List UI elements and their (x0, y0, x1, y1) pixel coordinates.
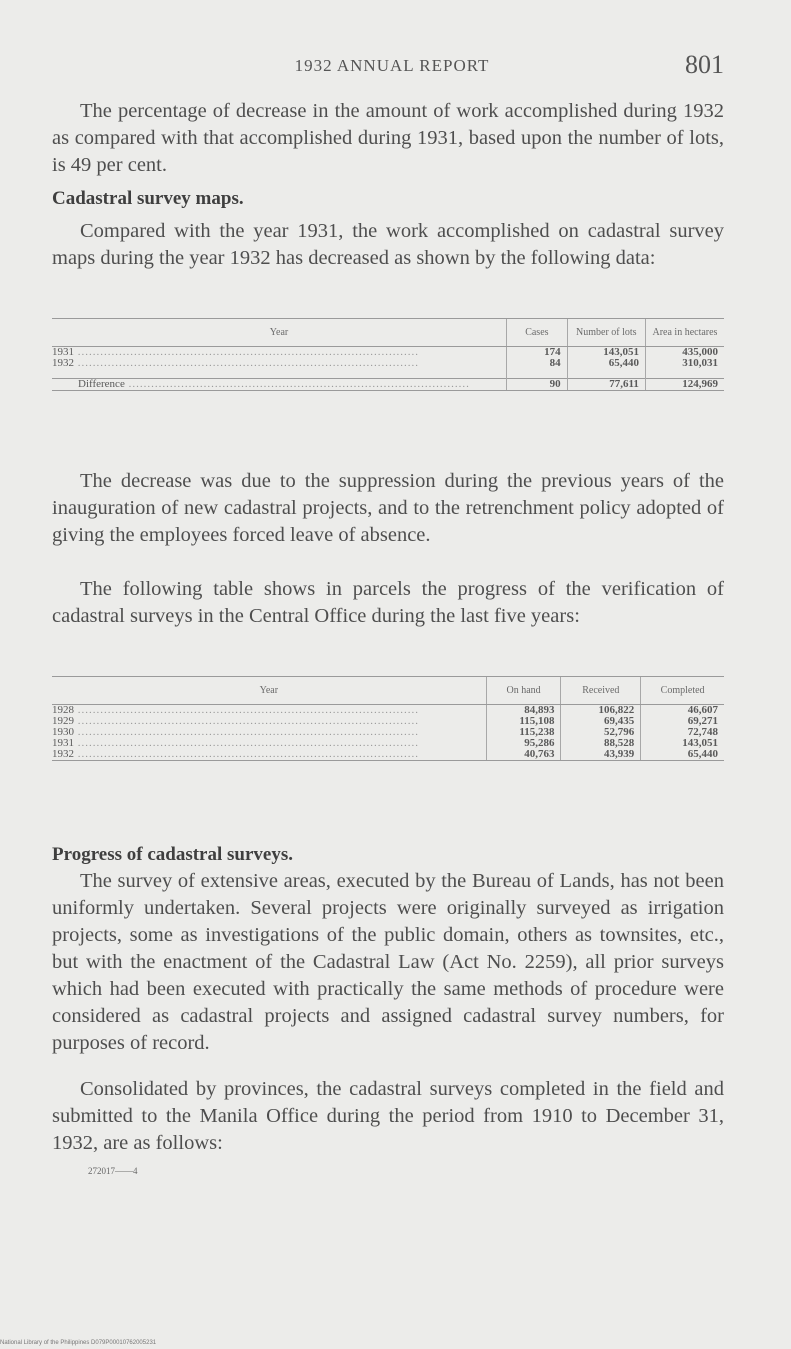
table-row (52, 358, 724, 378)
difference-row (52, 378, 724, 390)
row-year: 1928 (52, 705, 74, 716)
paragraph-verification-intro: The following table shows in parcels the progress of the verification of cadastral surveys in the Central Office during the last five years: (52, 578, 724, 627)
cell-on-hand: 115,108 (486, 716, 561, 727)
cell-on-hand: 95,286 (486, 738, 561, 749)
paragraph-decrease-percentage: The percentage of decrease in the amount of work accomplished during 1932 as compared with that accomplished during 1931, based upon the number of lots, is 49 per cent. (52, 100, 724, 176)
paragraph-comparison-intro: Compared with the year 1931, the work accomplished on cadastral survey maps during the year 1932 has decreased as shown by the following data: (52, 220, 724, 269)
cell-lots: 65,440 (567, 358, 645, 378)
row-year: 1929 (52, 716, 74, 727)
col-header-year: Year (52, 677, 486, 705)
paragraph-survey-history: The survey of extensive areas, executed by the Bureau of Lands, has not been uniformly undertaken. Several projects were originally surveyed as irrigation projects, some as investigations of the public domain, others as townsites, etc., but with the enactment of the Cadastral Law (Act No. 2259), all prior surveys which had been executed with practically the same methods of procedure were considered as cadastral projects and assigned cadastral survey numbers, for purposes of record. (52, 870, 724, 1054)
cell-on-hand: 115,238 (486, 727, 561, 738)
cell-completed: 143,051 (641, 738, 724, 749)
cell-received: 43,939 (561, 749, 641, 761)
col-header-area: Area in hectares (645, 319, 724, 347)
verification-progress-table (52, 676, 724, 761)
printer-code: 272017——4 (88, 1166, 138, 1176)
cell-received: 106,822 (561, 705, 641, 717)
cell-area: 435,000 (645, 347, 724, 359)
cell-cases: 90 (507, 378, 568, 390)
cell-on-hand: 40,763 (486, 749, 561, 761)
paragraph-decrease-reason: The decrease was due to the suppression during the previous years of the inauguration of new cadastral projects, and to the retrenchment policy adopted of giving the employees forced leave of absence. (52, 470, 724, 546)
page-number: 801 (685, 50, 724, 79)
table-row (52, 749, 724, 761)
row-year: 1930 (52, 727, 74, 738)
row-year: 1931 (52, 347, 74, 358)
row-year: 1932 (52, 749, 74, 760)
cell-received: 69,435 (561, 716, 641, 727)
col-header-year: Year (52, 319, 507, 347)
row-year: 1931 (52, 738, 74, 749)
cell-received: 52,796 (561, 727, 641, 738)
cell-cases: 84 (507, 358, 568, 378)
cell-lots: 143,051 (567, 347, 645, 359)
cell-cases: 174 (507, 347, 568, 359)
col-header-completed: Completed (641, 677, 724, 705)
row-year: 1932 (52, 358, 74, 369)
heading-cadastral-survey-maps: Cadastral survey maps. (52, 188, 244, 209)
col-header-received: Received (561, 677, 641, 705)
col-header-cases: Cases (507, 319, 568, 347)
cell-lots: 77,611 (567, 378, 645, 390)
cadastral-maps-table (52, 318, 724, 391)
cell-completed: 69,271 (641, 716, 724, 727)
col-header-lots: Number of lots (567, 319, 645, 347)
cell-completed: 65,440 (641, 749, 724, 761)
heading-progress-of-cadastral-surveys: Progress of cadastral surveys. (52, 844, 293, 865)
difference-label: Difference (78, 378, 125, 390)
report-title: 1932 ANNUAL REPORT (294, 56, 490, 75)
cell-on-hand: 84,893 (486, 705, 561, 717)
paragraph-consolidated-intro: Consolidated by provinces, the cadastral surveys completed in the field and submitted to the Manila Office during the period from 1910 to December 31, 1932, are as follows: (52, 1078, 724, 1154)
cell-completed: 72,748 (641, 727, 724, 738)
scan-credit: National Library of the Philippines D079P00010762005231 (0, 1340, 157, 1346)
cell-received: 88,528 (561, 738, 641, 749)
cell-area: 124,969 (645, 378, 724, 390)
page-header (52, 50, 732, 82)
cell-completed: 46,607 (641, 705, 724, 717)
cell-area: 310,031 (645, 358, 724, 378)
col-header-on-hand: On hand (486, 677, 561, 705)
